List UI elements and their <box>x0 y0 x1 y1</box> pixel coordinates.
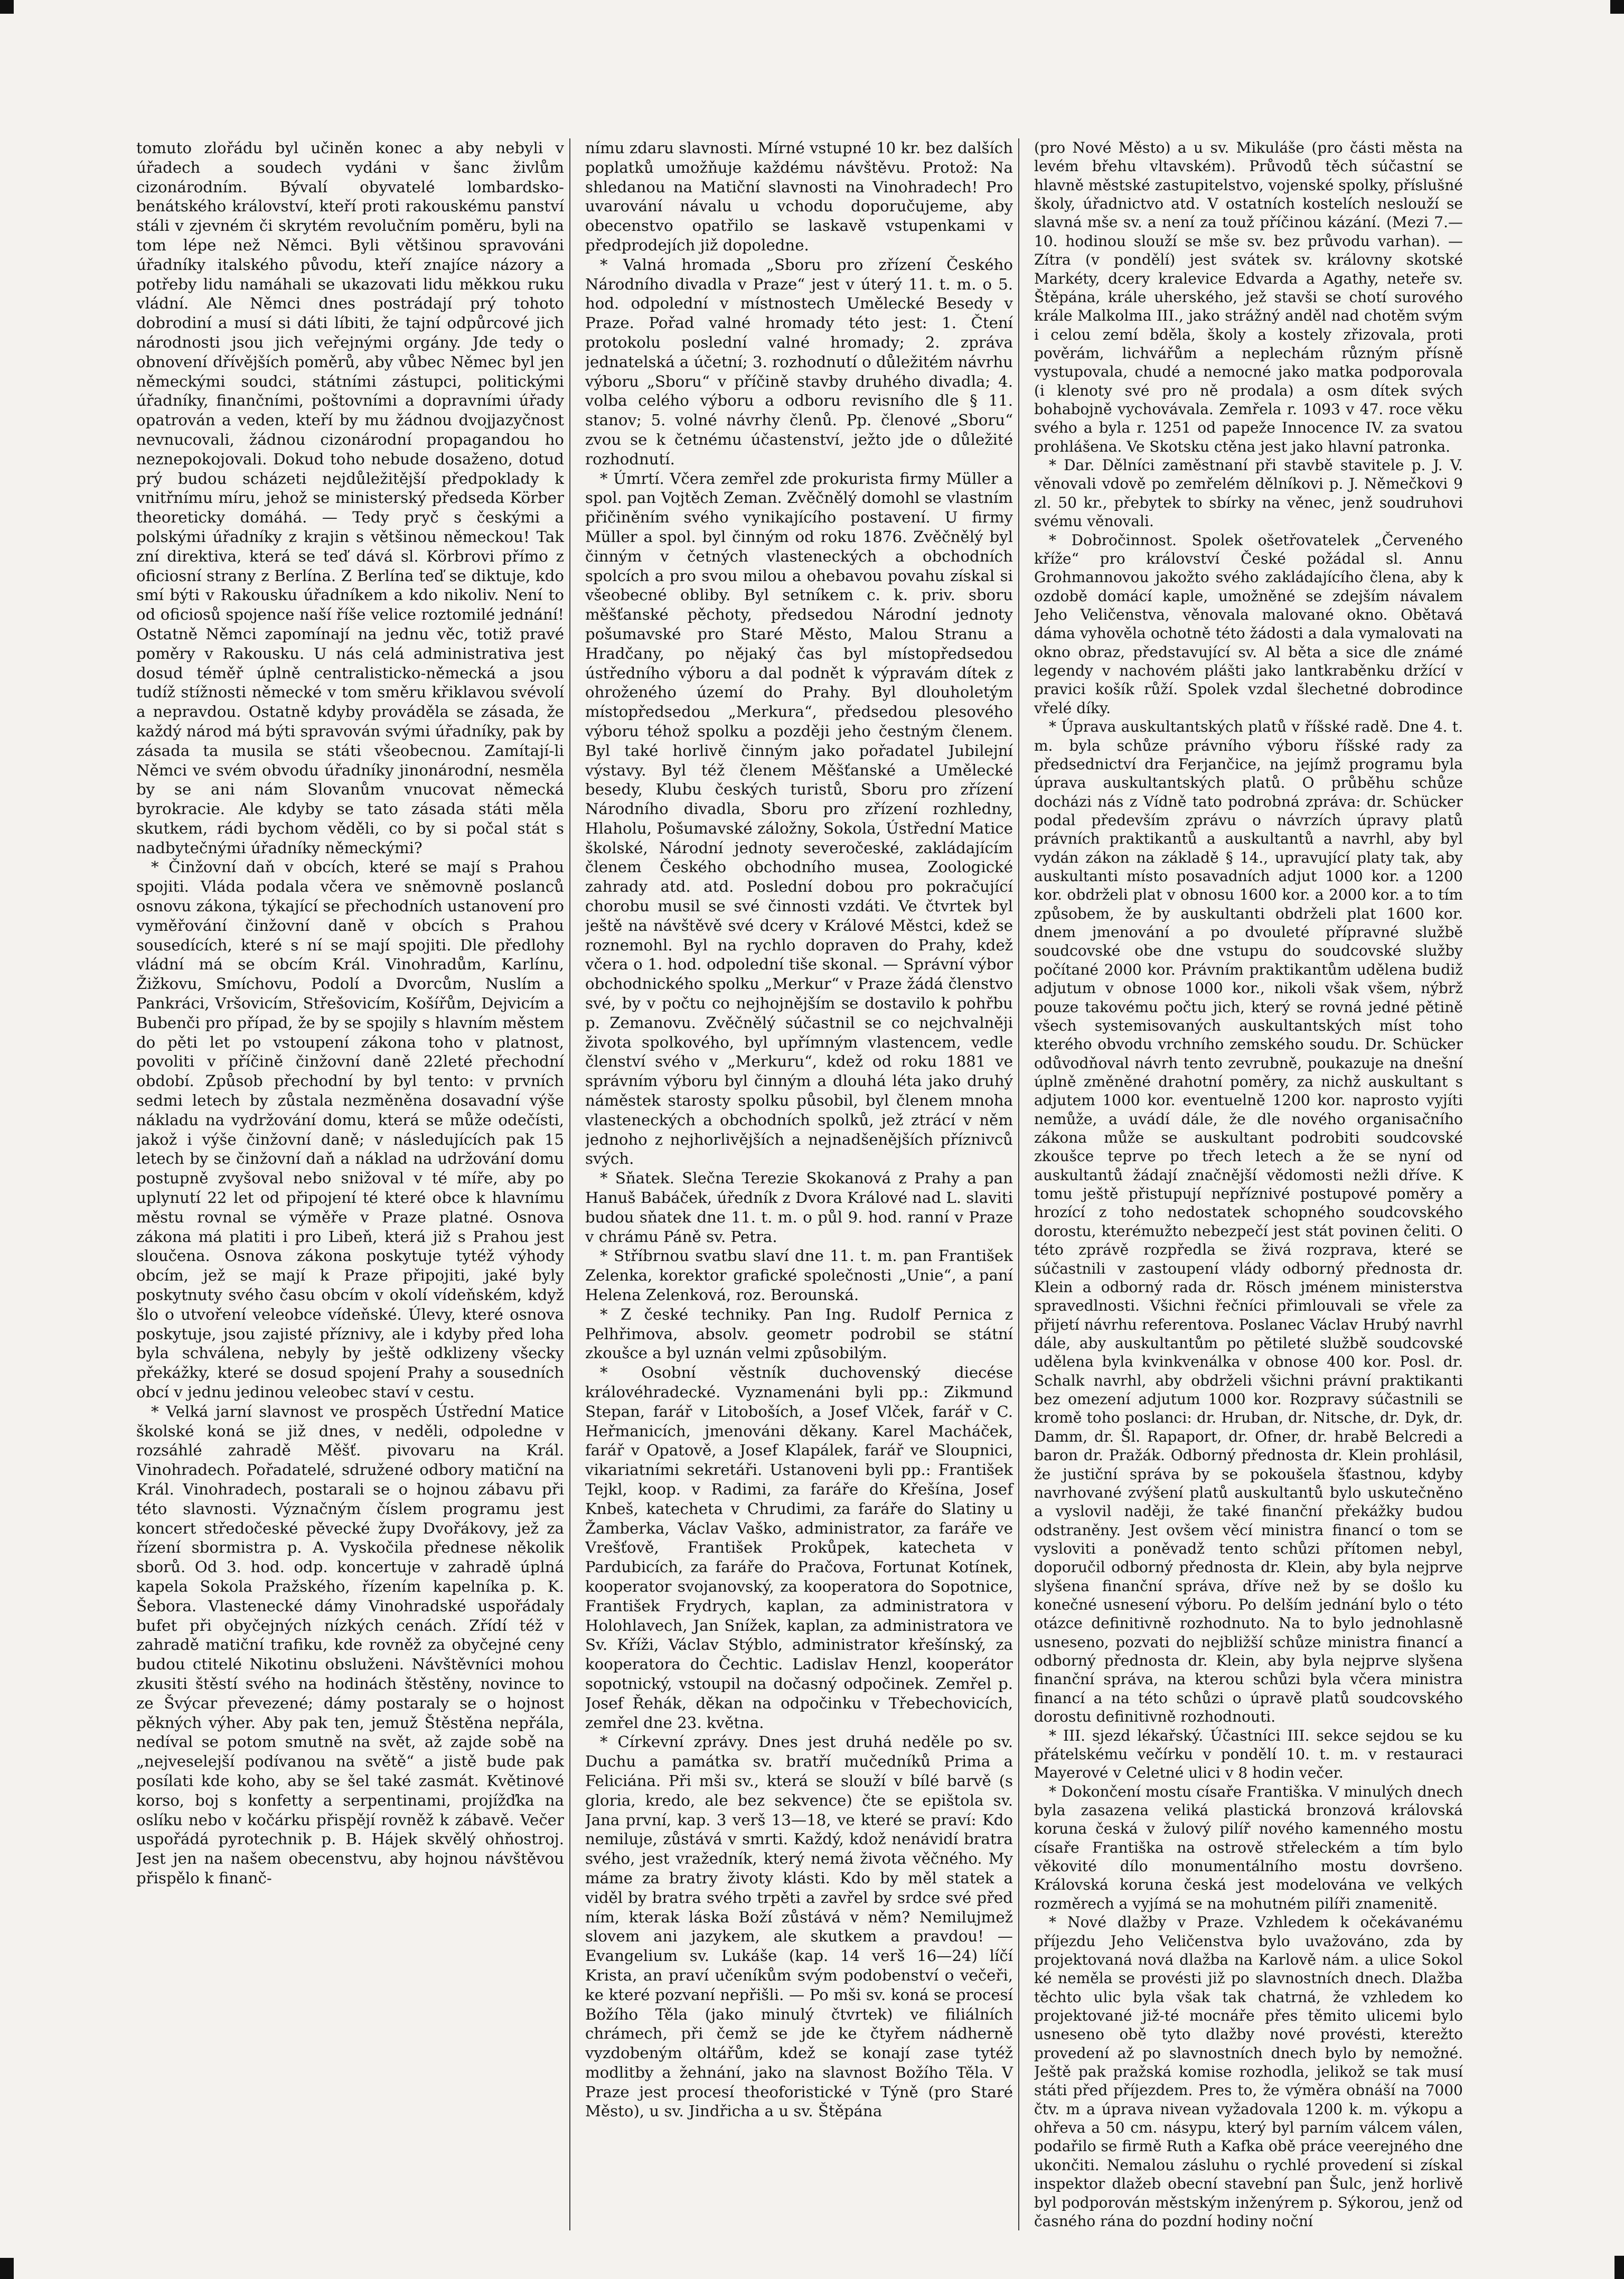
article-paragraph: * Z české techniky. Pan Ing. Rudolf Pernica z Pelhřimova, absolv. geometr podrobil se státní zkoušce a byl uznán velmi způsobilým. <box>585 1305 1013 1362</box>
scan-corner-mark <box>1614 2256 1624 2279</box>
article-paragraph: * Úprava auskultantských platů v říšské radě. Dne 4. t. m. byla schůze právního výboru říšské rady za předsednictví dra Ferjančice, na jejímž programu byla úprava auskultantských platů. O průběhu schůze docházi nás z Vídně tato podrobná zpráva: dr. Schücker podal především zprávu o návrzích úpravy platů právních praktikantů a auskultantů a navrhl, aby byl vydán zákon na základě § 14., upravující platy tak, aby auskultanti místo posavadních adjut 1000 kor. a 1200 kor. obdrželi plat v obnosu 1600 kor. a 2000 kor. a to tím způsobem, že by auskultanti obdrželi plat 1600 kor. dnem jmenování a po dvouleté přípravné službě soudcovské obe dne vstupu do soudcovské služby počítané 2000 kor. Právním praktikantům udělena budiž adjutum v obnose 1000 kor., nikoli však všem, nýbrž pouze takovému počtu jich, který se rovná jedné pětině všech systemisovaných auskultantských míst toho kterého obvodu vrchního zemského soudu. Dr. Schücker odůvodňoval návrh tento zevrubně, poukazuje na dnešní úplně změněné drahotní poměry, za nichž auskultant s adjutem 1000 kor. eventuelně 1200 kor. naprosto vyjíti nemůže, a uvádí dále, že dle nového organisačního zákona může se auskultant podrobiti soudcovské zkoušce teprve po třech letech a že se nyní od auskultantů žádají značnější vědomosti nežli dříve. K tomu ještě přistupují nepříznivé postupové poměry a hrozící z toho nedostatek schopného soudcovského dorostu, kterémužto nebezpečí jest stát povinen čeliti. O této zprávě rozpředla se živá rozprava, které se súčastnili v zastoupení vlády odborný přednosta dr. Klein a odborný rada dr. Rösch jménem ministerstva spravedlnosti. Všichni řečníci přimlouvali se vřele za přijetí návrhu referentova. Poslanec Václav Hrubý navrhl dále, aby auskultantům po pětileté službě soudcovské udělena byla kvinkvenálka v obnose 400 kor. Posl. dr. Schalk navrhl, aby obdrželi všichni právní praktikanti bez omezení adjutum 1000 kor. Rozpravy súčastnili se kromě toho poslanci: dr. Hruban, dr. Nitsche, dr. Dyk, dr. Damm, dr. Šl. Rapaport, dr. Ofner, dr. hrabě Belcredi a baron dr. Pražák. Odborný přednosta dr. Klein prohlásil, že justiční správa by se pokoušela šťastnou, kdyby navrhované zvýšení platů auskultantů bylo uskutečněno a vyslovil naději, že také finanční překážky budou odstraněny. Jest ovšem věcí ministra financí o tom se vysloviti a poněvadž tento schůzi přítomen nebyl, doporučil odborný přednosta dr. Klein, aby byla nejprve slyšena finanční správa, dříve než by se došlo ku konečné usnesení výboru. Po delším jednání bylo o této otázce definitivně rozhodnuto. Na to bylo jednohlasně usneseno, pozvati do nejbližší schůze ministra financí a odborný přednosta dr. Klein, aby byla nejprve slyšena finanční správa, na kterou schůzi byla včera ministra financí a na této schůzi o úpravě platů soudcovského dorostu definitivně rozhodnouti. <box>1034 718 1463 1726</box>
article-paragraph: * Činžovní daň v obcích, které se mají s Prahou spojiti. Vláda podala včera ve sněmovně poslanců osnovu zákona, týkající se přechodních ustanovení pro vyměřování činžovní daně v obcích s Prahou sousedících, které s ní se mají spojiti. Dle předlohy vládní má se obcím Král. Vinohradům, Karlínu, Žižkovu, Smíchovu, Podolí a Dvorcům, Nuslím a Pankráci, Vršovicím, Střešovicím, Košířům, Dejvicím a Bubenči pro případ, že by se spojily s hlavním městem do pěti let po vstoupení zákona toho v platnost, povoliti v příčině činžovní daně 22leté přechodní období. Způsob přechodní by byl tento: v prvních sedmi letech by zůstala nezměněna dosavadní výše nákladu na vydržování domu, která se může odečísti, jakož i výše činžovní daně; v následujících pak 15 letech by se činžovní daň a náklad na udržování domu postupně zvyšoval nebo snižoval v té míře, aby po uplynutí 22 let od připojení té které obce k hlavnímu městu rovnal se výměře v Praze platné. Osnova zákona má platiti i pro Libeň, která již s Prahou jest sloučena. Osnova zákona poskytuje tytéž výhody obcím, jež se mají k Praze připojiti, jaké byly poskytnuty svého času obcím v okolí vídeňském, když šlo o utvoření veleobce vídeňské. Úlevy, které osnova poskytuje, jsou zajisté příznivy, ale i kdyby před loha byla schválena, nebyly by ještě odklizeny všecky překážky, které se dosud spojení Prahy a sousedních obcí v jednu jedinou veleobec staví v cestu. <box>136 858 564 1401</box>
article-paragraph: tomuto zlořádu byl učiněn konec a aby nebyli v úřadech a soudech vydáni v šanc živlům cizonárodním. Bývalí obyvatelé lombardsko-benátského království, kteří proti rakouskému panství stáli v zjevném či skrytém revolučním poměru, byli na tom lépe než Němci. Byli většinou spravováni úřadníky italského původu, kteří znajíce názory a potřeby lidu namáhali se ukazovati lidu měkkou ruku vládní. Ale Němci dnes postrádají prý tohoto dobrodiní a musí si dáti líbiti, že tajní odpůrcové jich národnosti jsou jich veřejnými orgány. Jde tedy o obnovení dřívějších poměrů, aby vůbec Němec byl jen německými soudci, státními zástupci, politickými úřadníky, finančními, poštovními a dopravními úřady opatrován a veden, kteří by mu žádnou dvojjazyčnost nevnucovali, žádnou cizonárodní propagandou ho neznepokojovali. Dokud toho nebude dosaženo, dotud prý budou scházeti nejdůležitější předpoklady k vnitřnímu míru, jehož se ministerský předseda Körber theoreticky domáhá. — Tedy pryč s českými a polskými úřadníky z krajin s většinou německou! Tak zní direktiva, která se teď dává sl. Körbrovi přímo z oficiosní strany z Berlína. Z Berlína teď se diktuje, kdo smí býti v Rakousku úřadníkem a kdo nikoliv. Není to od oficiosů spojence naší říše velice roztomilé jednání! Ostatně Němci zapomínají na jednu věc, totiž pravé poměry v Rakousku. U nás celá administrativa jest dosud téměř úplně centralisticko-německá a jsou tudíž stížnosti německé v tom směru křiklavou svévolí a nepravdou. Ostatně kdyby prováděla se zásada, že každý národ má býti spravován svými úřadníky, pak by zásada ta musila se státi všeobecnou. Zamítají-li Němci ve svém obvodu úřadníky jinonárodní, nesměla by se ani nám Slovanům vnucovat německá byrokracie. Ale kdyby se tato zásada státi měla skutkem, rádi bychom věděli, co by si počal stát s nadbytečnými úřadníky německými? <box>136 139 564 857</box>
article-paragraph: * Osobní věstník duchovenský diecése královéhradecké. Vyznamenáni byli pp.: Zikmund Stepan, farář v Litoboších, a Josef Vlček, farář v C. Heřmanicích, jmenováni děkany. Karel Macháček, farář v Opatově, a Josef Klapálek, farář ve Sloupnici, vikariatními sekretáři. Ustanoveni byli pp.: František Tejkl, koop. v Radimi, za faráře do Křešína, Josef Knbeš, katecheta v Chrudimi, za faráře do Slatiny u Žamberka, Václav Vaško, administrator, za faráře ve Vrešťově, František Prokůpek, katecheta v Pardubicích, za faráře do Pračova, Fortunat Kotínek, kooperator svojanovský, za kooperatora do Sopotnice, František Frydrych, kaplan, za administratora v Holohlavech, Jan Snížek, kaplan, za administratora ve Sv. Kříži, Václav Stýblo, administrator křešínský, za kooperatora do Čechtic. Ladislav Henzl, kooperátor sopotnický, vstoupil na dočasný odpočinek. Zemřel p. Josef Řehák, děkan na odpočinku v Třebechovicích, zemřel dne 23. května. <box>585 1363 1013 1732</box>
article-paragraph: * Dokončení mostu císaře Františka. V minulých dnech byla zasazena veliká plastická bronzová královská koruna česká v žulový pilíř nového kamenného mostu císaře Františka na ostrově střeleckém a tím bylo věkovité dílo monumentálního mostu dovršeno. Královská koruna česká jest modelována ve velkých rozměrech a vyjímá se na mohutném pilíři znamenitě. <box>1034 1782 1463 1912</box>
article-paragraph: nímu zdaru slavnosti. Mírné vstupné 10 kr. bez dalších poplatků umožňuje každému návštěvu. Protož: Na shledanou na Matiční slavnosti na Vinohradech! Pro uvarování návalu u vchodu doporučujeme, aby obecenstvo opatřilo se laskavě vstupenkami v předprodejích již dopoledne. <box>585 139 1013 254</box>
article-paragraph: * Nové dlažby v Praze. Vzhledem k očekávanému příjezdu Jeho Veličenstva bylo uvažováno, zda by projektovaná nová dlažba na Karlově nám. a ulice Sokol ké neměla se provésti již po slavnostních dnech. Dlažba těchto ulic byla však tak chatrná, že vzhledem ko projektované již-té mocnáře přes těmito ulicemi bylo usneseno obě tyto dlažby nové provésti, kterežto provedení až po slavnostních dnech bylo by nemožné. Ještě pak pražská komise rozhodla, jelikož se tak musí státi před příjezdem. Pres to, že výměra obnáší na 7000 čtv. m a úprava nivean vyžadovala 1200 k. m. výkopu a ohřeva a 50 cm. násypu, který byl parním válcem válen, podařilo se firmě Ruth a Kafka obě práce veerejného dne ukončiti. Nemalou zásluhu o rychlé provedení si získal inspektor dlažeb obecní stavební pan Šulc, jenž horlivě byl podporován městským inženýrem p. Sýkorou, jenž od časného rána do pozdní hodiny noční <box>1034 1913 1463 2230</box>
text-columns <box>136 138 1467 2230</box>
scan-corner-mark <box>1610 0 1624 14</box>
article-paragraph: (pro Nové Město) a u sv. Mikuláše (pro části města na levém břehu vltavském). Průvodů těch súčastní se hlavně městské zastupitelstvo, vojenské spolky, příslušné školy, úřadnictvo atd. V ostatních kostelích neslouží se slavná mše sv. a není za touž příčinou kázání. (Mezi 7.—10. hodinou slouží se mše sv. bez průvodu varhan). — Zítra (v pondělí) jest svátek sv. královny skotské Markéty, dcery kralevice Edvarda a Agathy, neteře sv. Štěpána, krále uherského, jež stavši se chotí surového krále Malkolma III., jako strážný anděl nad chotěm svým i celou zemí bděla, školy a kostely zřizovala, proti pověrám, lichvářům a neplechám různým přísně vystupovala, chudé a nemocné jako matka podporovala (i klenoty své pro ně prodala) a osm dítek svých bohabojně vychovávala. Zemřela r. 1093 v 47. roce věku svého a byla r. 1251 od papeže Innocence IV. za svatou prohlášena. Ve Skotsku ctěna jest jako hlavní patronka. <box>1034 139 1463 455</box>
article-paragraph: * III. sjezd lékařský. Účastníci III. sekce sejdou se ku přátelskému večírku v pondělí 10. t. m. v restauraci Mayerové v Celetné ulici v 8 hodin večer. <box>1034 1726 1463 1782</box>
scan-corner-mark <box>0 2258 14 2279</box>
article-paragraph: * Velká jarní slavnost ve prospěch Ústřední Matice školské koná se již dnes, v neděli, odpoledne v rozsáhlé zahradě Měšť. pivovaru na Král. Vinohradech. Pořadatelé, sdružené odbory matiční na Král. Vinohradech, postarali se o hojnou zábavu při této slavnosti. Význačným číslem programu jest koncert středočeské pěvecké župy Dvořákovy, jež za řízení sbormistra p. A. Vyskočila přednese několik sborů. Od 3. hod. odp. koncertuje v zahradě úplná kapela Sokola Pražského, řízením kapelníka p. K. Šebora. Vlastenecké dámy Vinohradské uspořádaly bufet při obyčejných nízkých cenách. Zřídí též v zahradě matiční trafiku, kde rovněž za obyčejné ceny budou ctitelé Nikotinu obsluženi. Návštěvníci mohou zkusiti štěstí svého na hodinách štěstěny, novince to ze Švýcar převezené; dámy postaraly se o hojnost pěkných výher. Aby pak ten, jemuž Štěstěna nepřála, nedíval se potom smutně na svět, až zajde sobě na „nejveselejší podívanou na světě“ a jistě bude pak posílati kde koho, aby se šel také zasmát. Květinové korso, boj s konfetty a serpentinami, projížďka na oslíku nebo v kočárku přispějí rovněž k zábavě. Večer uspořádá pyrotechnik p. B. Hájek skvělý ohňostroj. Jest jen na našem obecenstvu, aby hojnou návštěvou přispělo k finanč- <box>136 1402 564 1887</box>
article-paragraph: * Dobročinnost. Spolek ošetřovatelek „Červeného kříže“ pro království České požádal sl. Annu Grohmannovou jakožto svého zakládajícího člena, aby k ozdobě domácí kaple, umožněné se zdejším návalem Jeho Veličenstva, věnovala malované okno. Obětavá dáma vyhověla ochotně této žádosti a dala vymalovati na okno obraz, představující sv. Al běta a sice dle známé legendy v nachovém plášti jako lantkraběnku držící v pravici košík růží. Spolek vzdal šlechetné dobrodince vřelé díky. <box>1034 531 1463 717</box>
article-paragraph: * Úmrtí. Včera zemřel zde prokurista firmy Müller a spol. pan Vojtěch Zeman. Zvěčnělý domohl se vlastním přičiněním svého vynikajícího postavení. U firmy Müller a spol. byl činným od roku 1876. Zvěčnělý byl činným v četných vlasteneckých a obchodních spolcích a pro svou milou a ohebavou povahu získal si všeobecné obliby. Byl setníkem c. k. priv. sboru měšťanské pěchoty, předsedou Národní jednoty pošumavské pro Staré Město, Malou Stranu a Hradčany, po nějaký čas byl místopředsedou ústředního výboru a dal podnět k výpravám dítek z ohroženého území do Prahy. Byl dlouholetým místopředsedou „Merkura“, předsedou plesového výboru téhož spolku a později jeho čestným členem. Byl také horlivě činným jako pořadatel Jubilejní výstavy. Byl též členem Měšťanské a Umělecké besedy, Klubu českých turistů, Sboru pro zřízení Národního divadla, Sboru pro zřízení rozhledny, Hlaholu, Pošumavské záložny, Sokola, Ústřední Matice školské, Národní jednoty severočeské, zakládajícím členem Českého obchodního musea, Zoologické zahrady atd. atd. Poslední dobou pro pokračující chorobu musil se své činnosti vzdáti. Ve čtvrtek byl ještě na návštěvě své dcery v Králové Městci, kdež se roznemohl. Byl na rychlo dopraven do Prahy, kdež včera o 1. hod. odpolední tiše skonal. — Správní výbor obchodnického spolku „Merkur“ v Praze žádá členstvo své, by v počtu co nejhojnějším se dostavilo k pohřbu p. Zemanovu. Zvěčnělý súčastnil se co nejchvalněji života spolkového, byl upřímným vlastencem, vedle členství svého v „Merkuru“, kdež od roku 1881 ve správním výboru byl činným a dlouhá léta jako druhý náměstek starosty spolku působil, byl členem mnoha vlasteneckých a obchodních spolků, jež ztrácí v něm jednoho z nejhorlivějších a nejnadšenějších příznivců svých. <box>585 469 1013 1168</box>
column-middle <box>585 138 1019 2230</box>
article-paragraph: * Dar. Dělníci zaměstnaní při stavbě stavitele p. J. V. věnovali vdově po zemřelém dělníkovi p. J. Němečkovi 9 zl. 50 kr., přebytek to sbírky na věnec, jenž soudruhovi svému věnovali. <box>1034 456 1463 530</box>
article-paragraph: * Církevní zprávy. Dnes jest druhá neděle po sv. Duchu a památka sv. bratří mučedníků Prima a Feliciána. Při mši sv., která se slouží v bílé barvě (s gloria, kredo, ale bez sekvence) čte se epištola sv. Jana první, kap. 3 verš 13—18, ve které se praví: Kdo nemiluje, zůstává v smrti. Každý, kdož nenávidí bratra svého, jest vražedník, který nemá života věčného. My máme za bratry životy klásti. Kdo by měl statek a viděl by bratra svého trpěti a zavřel by srdce své před ním, kterak láska Boží zůstává v něm? Nemilujmež slovem ani jazykem, ale skutkem a pravdou! — Evangelium sv. Lukáše (kap. 14 verš 16—24) líčí Krista, an praví učeníkům svým podobenství o večeři, ke které pozvaní nepřišli. — Po mši sv. koná se procesí Božího Těla (jako minulý čtvrtek) ve filiálních chrámech, při čemž se jde ke čtyřem nádherně vyzdobeným oltářům, kdež se konají zase tytéž modlitby a žehnání, jako na slavnost Božího Těla. V Praze jest procesí theoforistické v Týně (pro Staré Město), u sv. Jindřicha a u sv. Štěpána <box>585 1733 1013 2121</box>
article-paragraph: * Valná hromada „Sboru pro zřízení Českého Národního divadla v Praze“ jest v úterý 11. t. m. o 5. hod. odpolední v místnostech Umělecké Besedy v Praze. Pořad valné hromady této jest: 1. Čtení protokolu poslední valné hromady; 2. zpráva jednatelská a účetní; 3. rozhodnutí o důležitém návrhu výboru „Sboru“ v příčině stavby druhého divadla; 4. volba celého výboru a odboru revisního dle § 11. stanov; 5. volné návrhy členů. Pp. členové „Sboru“ zvou se k četnému účastenství, ježto jde o důležité rozhodnutí. <box>585 255 1013 468</box>
article-paragraph: * Sňatek. Slečna Terezie Skokanová z Prahy a pan Hanuš Babáček, úředník z Dvora Králové nad L. slaviti budou sňatek dne 11. t. m. o půl 9. hod. ranní v Praze v chrámu Páně sv. Petra. <box>585 1169 1013 1246</box>
column-left <box>136 138 570 2230</box>
column-right <box>1034 138 1468 2230</box>
scan-corner-mark <box>0 0 14 14</box>
article-paragraph: * Stříbrnou svatbu slaví dne 11. t. m. pan František Zelenka, korektor grafické společnosti „Unie“, a paní Helena Zelenková, roz. Berounská. <box>585 1247 1013 1304</box>
